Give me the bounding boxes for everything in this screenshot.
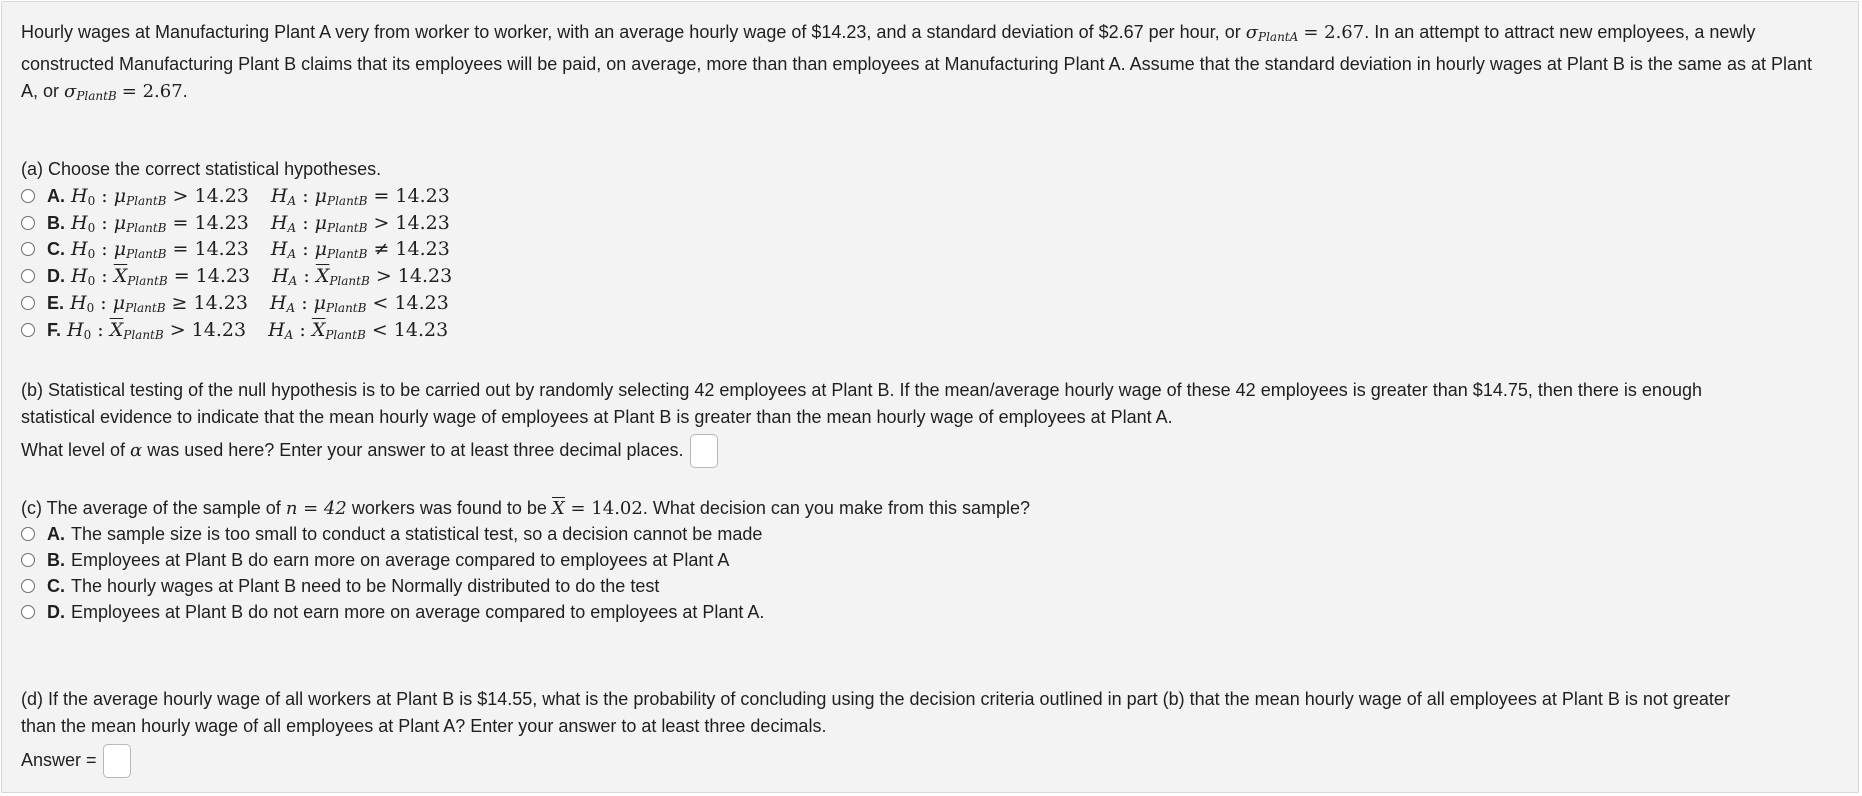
hypothesis-expression: $H_0$ : $\mu_{PlantB} > 14.23$ $H_A$ : $\mu_{PlantB} = 14.23$ bbox=[71, 184, 450, 208]
radio-button[interactable] bbox=[21, 189, 35, 203]
part-c-prompt: (c) The average of the sample of n = 42 workers was found to be $\overline{X} = 14.02$. What decision can you make from this sample? bbox=[21, 498, 1031, 519]
sigma-symbol: σ bbox=[1245, 22, 1258, 43]
part-a-option[interactable] bbox=[21, 210, 450, 236]
part-c-option[interactable] bbox=[21, 521, 762, 547]
part-a-option[interactable] bbox=[21, 317, 448, 343]
radio-button[interactable] bbox=[21, 269, 35, 283]
part-a-option[interactable] bbox=[21, 183, 450, 209]
option-letter: D. bbox=[47, 601, 65, 622]
part-c-option[interactable] bbox=[21, 599, 764, 625]
part-a-option[interactable] bbox=[21, 263, 452, 289]
part-d-line1: (d) If the average hourly wage of all workers at Plant B is $14.55, what is the probability of concluding using the decision criteria outlined in part (b) that the mean hourly wage of all employees at Plant B is not greater bbox=[21, 689, 1730, 709]
alpha-answer-input[interactable] bbox=[690, 434, 718, 468]
part-c-option[interactable] bbox=[21, 547, 729, 573]
part-a-option[interactable] bbox=[21, 236, 450, 262]
part-b-question: What level of α was used here? Enter your answer to at least three decimal places. bbox=[21, 434, 718, 468]
radio-button[interactable] bbox=[21, 216, 35, 230]
radio-button[interactable] bbox=[21, 527, 35, 541]
part-b-line1: (b) Statistical testing of the null hypothesis is to be carried out by randomly selecting 42 employees at Plant B. If the mean/average hourly wage of these 42 employees is greater than $14.75, then there is enough bbox=[21, 380, 1702, 400]
radio-button[interactable] bbox=[21, 323, 35, 337]
hypothesis-expression: $H_0$ : $\mu_{PlantB} = 14.23$ $H_A$ : $\mu_{PlantB} \ne 14.23$ bbox=[71, 237, 450, 261]
part-b-line2: statistical evidence to indicate that the mean hourly wage of employees at Plant B is greater than the mean hourly wage of employees at Plant A. bbox=[21, 407, 1173, 427]
probability-answer-input[interactable] bbox=[103, 744, 131, 778]
radio-button[interactable] bbox=[21, 579, 35, 593]
option-text: Employees at Plant B do earn more on average compared to employees at Plant A bbox=[71, 549, 730, 570]
part-a-prompt: (a) Choose the correct statistical hypotheses. bbox=[21, 159, 382, 179]
option-text: Employees at Plant B do not earn more on average compared to employees at Plant A. bbox=[71, 601, 765, 622]
option-text: The sample size is too small to conduct a statistical test, so a decision cannot be made bbox=[71, 523, 763, 544]
option-letter: A. bbox=[47, 185, 65, 206]
radio-button[interactable] bbox=[21, 242, 35, 256]
part-a-option[interactable] bbox=[21, 290, 449, 316]
option-letter: C. bbox=[47, 575, 65, 596]
hypothesis-expression: $H_0$ : $\overline{X}_{PlantB} > 14.23$ $H_A$ : $\overline{X}_{PlantB} < 14.23$ bbox=[67, 318, 449, 342]
option-letter: F. bbox=[47, 319, 62, 340]
question-panel bbox=[1, 1, 1859, 793]
part-d-line2: than the mean hourly wage of all employees at Plant A? Enter your answer to at least three decimals. bbox=[21, 716, 827, 736]
option-letter: A. bbox=[47, 523, 65, 544]
radio-button[interactable] bbox=[21, 296, 35, 310]
option-letter: B. bbox=[47, 549, 65, 570]
hypothesis-expression: $H_0$ : $\mu_{PlantB} \ge 14.23$ $H_A$ : $\mu_{PlantB} < 14.23$ bbox=[70, 291, 449, 315]
radio-button[interactable] bbox=[21, 605, 35, 619]
hypothesis-expression: $H_0$ : $\mu_{PlantB} = 14.23$ $H_A$ : $\mu_{PlantB} > 14.23$ bbox=[71, 211, 450, 235]
hypothesis-expression: $H_0$ : $\overline{X}_{PlantB} = 14.23$ $H_A$ : $\overline{X}_{PlantB} > 14.23$ bbox=[71, 264, 453, 288]
option-letter: B. bbox=[47, 212, 65, 233]
radio-button[interactable] bbox=[21, 553, 35, 567]
intro-text: Hourly wages at Manufacturing Plant A very from worker to worker, with an average hourly wage of $14.23, and a standard deviation of $2.67 per hour, or $\sigma_{PlantA} = 2.67$. In an attempt to attract new employees, a newly constructed Manufacturing Plant B claims that its employees will be paid, on average, more than than employees at Manufacturing Plant A. Assume that the standard deviation in hourly wages at Plant B is the same as at Plant A, or $\sigma_{PlantB} = 2.67$. bbox=[21, 22, 1812, 103]
option-letter: E. bbox=[47, 292, 65, 313]
option-letter: D. bbox=[47, 265, 65, 286]
part-c-option[interactable] bbox=[21, 573, 659, 599]
option-letter: C. bbox=[47, 238, 65, 259]
option-text: The hourly wages at Plant B need to be Normally distributed to do the test bbox=[71, 575, 660, 596]
part-d-answer-row: Answer = bbox=[21, 744, 131, 778]
